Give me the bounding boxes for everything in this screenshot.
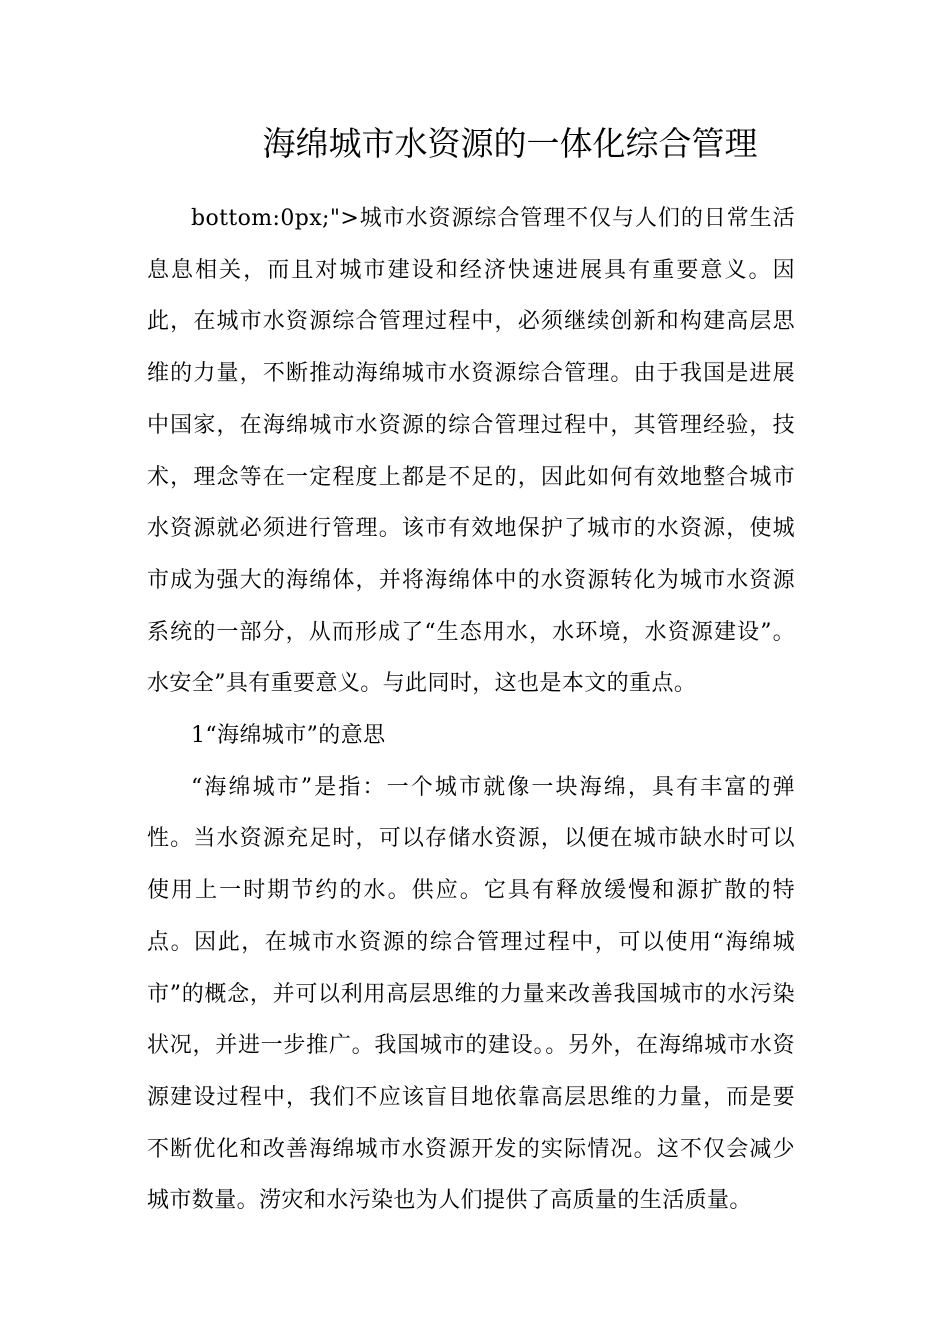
- section-heading: 1“海绵城市”的意思: [191, 723, 386, 749]
- document-body: [147, 193, 795, 1227]
- paragraph-intro: bottom:0px;">城市水资源综合管理不仅与人们的日常生活息息相关，而且对城市建设和经济快速进展具有重要意义。因此，在城市水资源综合管理过程中，必须继续创新和构建高层思维的力量，不断推动海绵城市水资源综合管理。由于我国是进展中国家，在海绵城市水资源的综合管理过程中，其管理经验，技术，理念等在一定程度上都是不足的，因此如何有效地整合城市水资源就必须进行管理。该市有效地保护了城市的水资源，使城市成为强大的海绵体，并将海绵体中的水资源转化为城市水资源系统的一部分，从而形成了“生态用水，水环境，水资源建设”。水安全”具有重要意义。与此同时，这也是本文的重点。: [147, 206, 795, 697]
- document-title: 海绵城市水资源的一体化综合管理: [262, 124, 758, 163]
- paragraph-sponge-city-meaning: “海绵城市”是指：一个城市就像一块海绵，具有丰富的弹性。当水资源充足时，可以存储水资源，以便在城市缺水时可以使用上一时期节约的水。供应。它具有释放缓慢和源扩散的特点。因此，在城市水资源的综合管理过程中，可以使用“海绵城市”的概念，并可以利用高层思维的力量来改善我国城市的水污染状况，并进一步推广。我国城市的建设。。另外，在海绵城市水资源建设过程中，我们不应该盲目地依靠高层思维的力量，而是要不断优化和改善海绵城市水资源开发的实际情况。这不仅会减少城市数量。涝灾和水污染也为人们提供了高质量的生活质量。: [147, 774, 795, 1214]
